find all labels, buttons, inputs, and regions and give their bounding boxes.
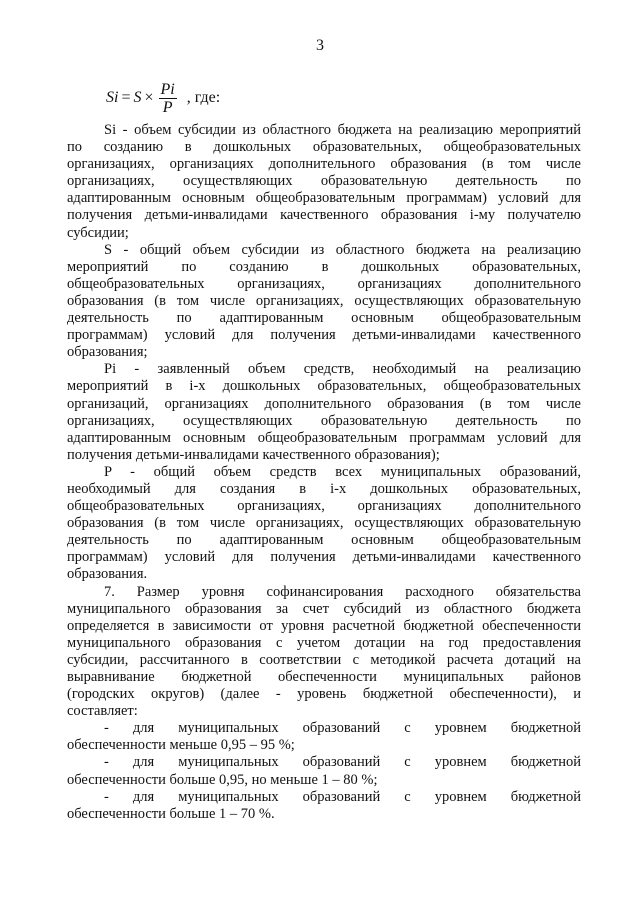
text-line: общеобразовательных организациях, организациях дополнительного [67, 498, 581, 515]
text-line: мероприятий по созданию в дошкольных образовательных, [67, 258, 581, 275]
text-line: общеобразовательных организациях, организациях дополнительного [67, 275, 581, 292]
text-line: программам) условий для получения детьми-инвалидами качественного [67, 549, 581, 566]
text-line: 7. Размер уровня софинансирования расходного обязательства [104, 583, 581, 600]
subsidy-formula [106, 76, 220, 120]
text-line: S - общий объем субсидии из областного бюджета на реализацию [104, 241, 581, 258]
text-line: Si - объем субсидии из областного бюджета на реализацию мероприятий [104, 122, 581, 138]
formula-suffix: , где: [186, 89, 221, 106]
text-line: организаций, организациях дополнительного образования (в том числе [67, 395, 581, 412]
text-line: образования. [67, 566, 148, 583]
paragraph [67, 754, 581, 788]
text-line: получения детьми-инвалидами качественного образования i-му получателю [67, 207, 581, 224]
formula-fraction [159, 81, 177, 116]
text-line: организациях, осуществляющих образовательную деятельность по [67, 173, 581, 190]
text-line: субсидии; [67, 224, 129, 241]
paragraph [67, 361, 581, 464]
formula-lhs: Si [106, 89, 119, 106]
text-line: - для муниципальных образований с уровнем бюджетной [104, 754, 581, 771]
text-line: субсидии, рассчитанного в соответствии с методикой расчета дотаций на [67, 651, 581, 668]
paragraph [67, 789, 581, 823]
formula-denominator: P [159, 98, 177, 116]
text-line: организациях, организациях дополнительного образования (в том числе [67, 156, 581, 173]
text-line: - для муниципальных образований с уровнем бюджетной [104, 788, 581, 805]
text-line: деятельность по адаптированным основным общеобразовательным [67, 310, 581, 327]
text-line: образования (в том числе организациях, осуществляющих образовательную [67, 292, 581, 309]
text-line: (городских округов) (далее - уровень бюджетной обеспеченности), и [67, 686, 581, 703]
text-line: программам) условий для получения детьми-инвалидами качественного [67, 327, 581, 344]
paragraph [67, 242, 581, 362]
formula-s: S [133, 89, 142, 106]
text-line: муниципального образования с учетом дотации на год предоставления [67, 634, 581, 651]
paragraph [67, 584, 581, 721]
text-line: образования; [67, 344, 148, 361]
text-line: определяется в зависимости от уровня расчетной бюджетной обеспеченности [67, 617, 581, 634]
formula-equals: = [121, 89, 131, 106]
text-line: необходимый для создания в i-х дошкольных образовательных, [67, 480, 581, 497]
page-number: 3 [316, 37, 324, 54]
text-line: деятельность по адаптированным основным общеобразовательным [67, 532, 581, 549]
paragraph [67, 122, 581, 242]
text-line: организациях, осуществляющих образовательную деятельность по [67, 412, 581, 429]
text-line: обеспеченности больше 0,95, но меньше 1 – 80 %; [67, 771, 378, 788]
paragraph [67, 464, 581, 584]
text-line: обеспеченности больше 1 – 70 %. [67, 805, 275, 822]
text-line: обеспеченности меньше 0,95 – 95 %; [67, 737, 295, 754]
paragraph [67, 720, 581, 754]
document-body [67, 122, 581, 823]
text-line: Pi - заявленный объем средств, необходимый на реализацию [104, 361, 581, 378]
text-line: образования (в том числе организациях, осуществляющих образовательную [67, 515, 581, 532]
text-line: муниципального образования за счет субсидий из областного бюджета [67, 600, 581, 617]
formula-numerator: Pi [160, 80, 175, 98]
text-line: выравнивание бюджетной обеспеченности муниципальных районов [67, 669, 581, 685]
text-line: - для муниципальных образований с уровнем бюджетной [104, 720, 581, 737]
text-line: по созданию в дошкольных образовательных, общеобразовательных [67, 139, 581, 156]
text-line: мероприятий в i-х дошкольных образовательных, общеобразовательных [67, 378, 581, 395]
text-line: получения детьми-инвалидами качественного образования); [67, 446, 440, 463]
text-line: адаптированным основным общеобразовательным программам условий для [67, 429, 581, 446]
text-line: адаптированным основным общеобразовательным программам) условий для [67, 190, 581, 207]
text-line: P - общий объем средств всех муниципальных образований, [104, 463, 581, 480]
text-line: составляет: [67, 703, 138, 720]
formula-times: × [144, 89, 154, 106]
